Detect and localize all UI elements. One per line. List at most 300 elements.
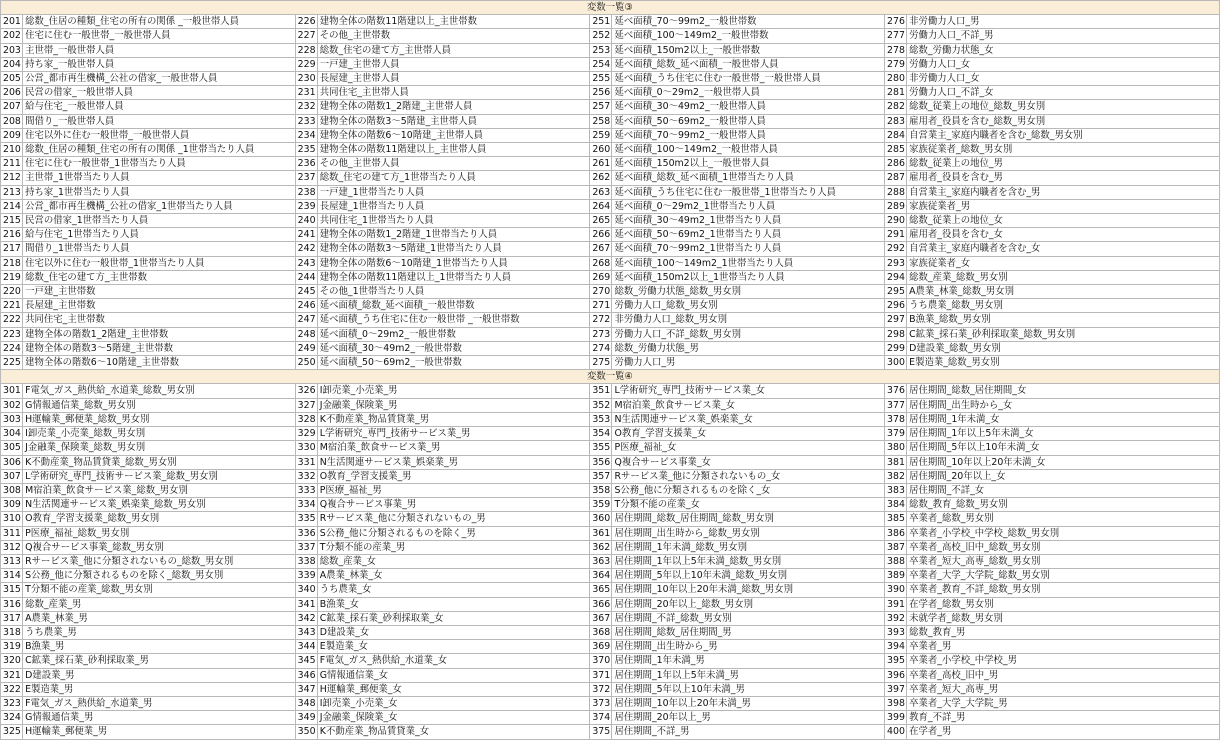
variable-name-cell[interactable]: E製造業_総数_男女別 (907, 356, 1220, 370)
variable-number-cell[interactable]: 314 (1, 569, 23, 583)
variable-number-cell[interactable]: 296 (885, 299, 907, 313)
variable-number-cell[interactable]: 352 (590, 398, 612, 412)
variable-number-cell[interactable]: 333 (295, 483, 317, 497)
variable-name-cell[interactable]: 一戸建_主世帯人員 (317, 57, 590, 71)
variable-name-cell[interactable]: 給与住宅_1世帯当たり人員 (23, 228, 296, 242)
variable-number-cell[interactable]: 308 (1, 483, 23, 497)
variable-number-cell[interactable]: 217 (1, 242, 23, 256)
variable-number-cell[interactable]: 392 (885, 611, 907, 625)
variable-name-cell[interactable]: 持ち家_一般世帯人員 (23, 57, 296, 71)
variable-name-cell[interactable]: O教育_学習支援業_女 (612, 427, 885, 441)
variable-number-cell[interactable]: 307 (1, 469, 23, 483)
variable-number-cell[interactable]: 390 (885, 583, 907, 597)
variable-name-cell[interactable]: 建物全体の階数1_2階建_主世帯数 (23, 327, 296, 341)
variable-number-cell[interactable]: 299 (885, 341, 907, 355)
variable-name-cell[interactable]: 総数_産業_男 (23, 597, 296, 611)
variable-number-cell[interactable]: 398 (885, 696, 907, 710)
variable-name-cell[interactable]: 公営_都市再生機構_公社の借家_1世帯当たり人員 (23, 199, 296, 213)
variable-number-cell[interactable]: 367 (590, 611, 612, 625)
variable-name-cell[interactable]: 非労働力人口_女 (907, 72, 1220, 86)
variable-name-cell[interactable]: 雇用者_役員を含む_女 (907, 228, 1220, 242)
variable-name-cell[interactable]: 建物全体の階数1_2階建_1世帯当たり人員 (317, 228, 590, 242)
variable-number-cell[interactable]: 209 (1, 128, 23, 142)
variable-name-cell[interactable]: J金融業_保険業_女 (317, 711, 590, 725)
variable-number-cell[interactable]: 321 (1, 668, 23, 682)
variable-number-cell[interactable]: 358 (590, 483, 612, 497)
variable-name-cell[interactable]: Q複合サービス事業_総数_男女別 (23, 540, 296, 554)
variable-name-cell[interactable]: 自営業主_家庭内職者を含む_男 (907, 185, 1220, 199)
variable-name-cell[interactable]: 卒業者_小学校_中学校_総数_男女別 (907, 526, 1220, 540)
variable-number-cell[interactable]: 340 (295, 583, 317, 597)
variable-number-cell[interactable]: 305 (1, 441, 23, 455)
variable-number-cell[interactable]: 383 (885, 483, 907, 497)
variable-name-cell[interactable]: 間借り_一般世帯人員 (23, 114, 296, 128)
variable-name-cell[interactable]: 卒業者_大学_大学院_総数_男女別 (907, 569, 1220, 583)
variable-number-cell[interactable]: 291 (885, 228, 907, 242)
variable-number-cell[interactable]: 347 (295, 682, 317, 696)
variable-number-cell[interactable]: 259 (590, 128, 612, 142)
variable-name-cell[interactable]: I卸売業_小売業_総数_男女別 (23, 427, 296, 441)
variable-number-cell[interactable]: 236 (295, 157, 317, 171)
variable-number-cell[interactable]: 258 (590, 114, 612, 128)
variable-name-cell[interactable]: 延べ面積_150m2以上_1世帯当たり人員 (612, 270, 885, 284)
variable-number-cell[interactable]: 267 (590, 242, 612, 256)
variable-number-cell[interactable]: 329 (295, 427, 317, 441)
variable-name-cell[interactable]: その他_主世帯数 (317, 29, 590, 43)
variable-number-cell[interactable]: 271 (590, 299, 612, 313)
variable-number-cell[interactable]: 331 (295, 455, 317, 469)
variable-name-cell[interactable]: N生活関連サービス業_娯楽業_男 (317, 455, 590, 469)
variable-name-cell[interactable]: P医療_福祉_男 (317, 483, 590, 497)
variable-name-cell[interactable]: 卒業者_高校_旧中_総数_男女別 (907, 540, 1220, 554)
variable-number-cell[interactable]: 221 (1, 299, 23, 313)
variable-number-cell[interactable]: 238 (295, 185, 317, 199)
variable-name-cell[interactable]: A農業_林業_総数_男女別 (907, 285, 1220, 299)
variable-name-cell[interactable]: 居住期間_1年以上5年未満_総数_男女別 (612, 554, 885, 568)
variable-name-cell[interactable]: 居住期間_10年以上20年未満_女 (907, 455, 1220, 469)
variable-name-cell[interactable]: 居住期間_20年以上_女 (907, 469, 1220, 483)
variable-name-cell[interactable]: L学術研究_専門_技術サービス業_総数_男女別 (23, 469, 296, 483)
variable-number-cell[interactable]: 312 (1, 540, 23, 554)
variable-number-cell[interactable]: 218 (1, 256, 23, 270)
variable-name-cell[interactable]: 持ち家_1世帯当たり人員 (23, 185, 296, 199)
variable-name-cell[interactable]: 総数_教育_男 (907, 625, 1220, 639)
variable-number-cell[interactable]: 219 (1, 270, 23, 284)
variable-name-cell[interactable]: 延べ面積_うち住宅に住む一般世帯 _一般世帯数 (317, 313, 590, 327)
variable-name-cell[interactable]: Rサービス業_他に分類されないもの_総数_男女別 (23, 554, 296, 568)
variable-number-cell[interactable]: 216 (1, 228, 23, 242)
variable-name-cell[interactable]: 自営業主_家庭内職者を含む_総数_男女別 (907, 128, 1220, 142)
variable-name-cell[interactable]: Rサービス業_他に分類されないもの_女 (612, 469, 885, 483)
variable-number-cell[interactable]: 229 (295, 57, 317, 71)
variable-name-cell[interactable]: I卸売業_小売業_男 (317, 384, 590, 398)
variable-number-cell[interactable]: 264 (590, 199, 612, 213)
variable-name-cell[interactable]: 長屋建_1世帯当たり人員 (317, 199, 590, 213)
variable-name-cell[interactable]: 総数_教育_総数_男女別 (907, 498, 1220, 512)
variable-number-cell[interactable]: 301 (1, 384, 23, 398)
variable-number-cell[interactable]: 261 (590, 157, 612, 171)
variable-name-cell[interactable]: Q複合サービス事業_男 (317, 498, 590, 512)
variable-number-cell[interactable]: 231 (295, 86, 317, 100)
variable-name-cell[interactable]: G情報通信業_男 (23, 711, 296, 725)
variable-name-cell[interactable]: 延べ面積_0～29m2_1世帯当たり人員 (612, 199, 885, 213)
variable-name-cell[interactable]: 建物全体の階数3～5階建_主世帯数 (23, 341, 296, 355)
variable-name-cell[interactable]: 居住期間_20年以上_男 (612, 711, 885, 725)
variable-number-cell[interactable]: 306 (1, 455, 23, 469)
variable-number-cell[interactable]: 279 (885, 57, 907, 71)
variable-number-cell[interactable]: 210 (1, 143, 23, 157)
variable-name-cell[interactable]: 長屋建_主世帯数 (23, 299, 296, 313)
variable-number-cell[interactable]: 325 (1, 725, 23, 739)
variable-name-cell[interactable]: T分類不能の産業_総数_男女別 (23, 583, 296, 597)
variable-name-cell[interactable]: 給与住宅_一般世帯人員 (23, 100, 296, 114)
variable-number-cell[interactable]: 382 (885, 469, 907, 483)
variable-name-cell[interactable]: 共同住宅_主世帯数 (23, 313, 296, 327)
variable-number-cell[interactable]: 220 (1, 285, 23, 299)
variable-number-cell[interactable]: 388 (885, 554, 907, 568)
variable-name-cell[interactable]: 総数_従業上の地位_男 (907, 157, 1220, 171)
variable-name-cell[interactable]: 延べ面積_50～69m2_一般世帯数 (317, 356, 590, 370)
variable-number-cell[interactable]: 245 (295, 285, 317, 299)
variable-name-cell[interactable]: うち農業_女 (317, 583, 590, 597)
variable-name-cell[interactable]: O教育_学習支援業_総数_男女別 (23, 512, 296, 526)
variable-number-cell[interactable]: 274 (590, 341, 612, 355)
variable-name-cell[interactable]: 非労働力人口_総数_男女別 (612, 313, 885, 327)
variable-name-cell[interactable]: D建設業_女 (317, 625, 590, 639)
variable-number-cell[interactable]: 366 (590, 597, 612, 611)
variable-name-cell[interactable]: B漁業_女 (317, 597, 590, 611)
variable-name-cell[interactable]: 総数_従業上の地位_女 (907, 214, 1220, 228)
variable-number-cell[interactable]: 292 (885, 242, 907, 256)
variable-number-cell[interactable]: 320 (1, 654, 23, 668)
variable-number-cell[interactable]: 257 (590, 100, 612, 114)
variable-name-cell[interactable]: 延べ面積_うち住宅に住む一般世帯_一般世帯人員 (612, 72, 885, 86)
variable-name-cell[interactable]: 家族従業者_総数_男女別 (907, 143, 1220, 157)
variable-number-cell[interactable]: 253 (590, 43, 612, 57)
variable-number-cell[interactable]: 332 (295, 469, 317, 483)
variable-number-cell[interactable]: 372 (590, 682, 612, 696)
variable-name-cell[interactable]: H運輸業_郵便業_総数_男女別 (23, 412, 296, 426)
variable-number-cell[interactable]: 234 (295, 128, 317, 142)
variable-name-cell[interactable]: K不動産業_物品賃貸業_女 (317, 725, 590, 739)
variable-name-cell[interactable]: 自営業主_家庭内職者を含む_女 (907, 242, 1220, 256)
variable-number-cell[interactable]: 248 (295, 327, 317, 341)
variable-number-cell[interactable]: 310 (1, 512, 23, 526)
variable-name-cell[interactable]: A農業_林業_男 (23, 611, 296, 625)
variable-name-cell[interactable]: 労働力人口_女 (907, 57, 1220, 71)
variable-name-cell[interactable]: P医療_福祉_女 (612, 441, 885, 455)
variable-number-cell[interactable]: 365 (590, 583, 612, 597)
variable-name-cell[interactable]: 卒業者_大学_大学院_男 (907, 696, 1220, 710)
variable-number-cell[interactable]: 387 (885, 540, 907, 554)
variable-name-cell[interactable]: 居住期間_総数_居住期間_男 (612, 625, 885, 639)
variable-name-cell[interactable]: 総数_住宅の建て方_1世帯当たり人員 (317, 171, 590, 185)
variable-name-cell[interactable]: 延べ面積_50～69m2_1世帯当たり人員 (612, 228, 885, 242)
variable-name-cell[interactable]: 共同住宅_1世帯当たり人員 (317, 214, 590, 228)
variable-number-cell[interactable]: 335 (295, 512, 317, 526)
variable-number-cell[interactable]: 287 (885, 171, 907, 185)
variable-number-cell[interactable]: 395 (885, 654, 907, 668)
variable-name-cell[interactable]: 在学者_男 (907, 725, 1220, 739)
variable-number-cell[interactable]: 225 (1, 356, 23, 370)
variable-number-cell[interactable]: 265 (590, 214, 612, 228)
variable-name-cell[interactable]: 居住期間_1年未満_総数_男女別 (612, 540, 885, 554)
variable-name-cell[interactable]: 居住期間_1年未満_女 (907, 412, 1220, 426)
variable-name-cell[interactable]: 延べ面積_100～149m2_1世帯当たり人員 (612, 256, 885, 270)
variable-name-cell[interactable]: 総数_従業上の地位_総数_男女別 (907, 100, 1220, 114)
variable-name-cell[interactable]: 居住期間_不詳_総数_男女別 (612, 611, 885, 625)
variable-number-cell[interactable]: 393 (885, 625, 907, 639)
variable-number-cell[interactable]: 252 (590, 29, 612, 43)
variable-name-cell[interactable]: K不動産業_物品賃貸業_男 (317, 412, 590, 426)
variable-name-cell[interactable]: 居住期間_20年以上_総数_男女別 (612, 597, 885, 611)
variable-number-cell[interactable]: 202 (1, 29, 23, 43)
variable-name-cell[interactable]: L学術研究_専門_技術サービス業_女 (612, 384, 885, 398)
variable-name-cell[interactable]: 延べ面積_150m2以上_一般世帯人員 (612, 157, 885, 171)
variable-number-cell[interactable]: 336 (295, 526, 317, 540)
variable-number-cell[interactable]: 262 (590, 171, 612, 185)
variable-name-cell[interactable]: 労働力人口_総数_男女別 (612, 299, 885, 313)
variable-name-cell[interactable]: E製造業_男 (23, 682, 296, 696)
variable-number-cell[interactable]: 385 (885, 512, 907, 526)
variable-number-cell[interactable]: 334 (295, 498, 317, 512)
variable-number-cell[interactable]: 369 (590, 640, 612, 654)
variable-number-cell[interactable]: 309 (1, 498, 23, 512)
variable-number-cell[interactable]: 351 (590, 384, 612, 398)
variable-number-cell[interactable]: 277 (885, 29, 907, 43)
variable-name-cell[interactable]: H運輸業_郵便業_女 (317, 682, 590, 696)
variable-number-cell[interactable]: 266 (590, 228, 612, 242)
variable-number-cell[interactable]: 364 (590, 569, 612, 583)
variable-number-cell[interactable]: 376 (885, 384, 907, 398)
variable-number-cell[interactable]: 319 (1, 640, 23, 654)
variable-number-cell[interactable]: 349 (295, 711, 317, 725)
variable-name-cell[interactable]: その他_主世帯人員 (317, 157, 590, 171)
variable-name-cell[interactable]: 住宅に住む一般世帯_1世帯当たり人員 (23, 157, 296, 171)
variable-name-cell[interactable]: 建物全体の階数6～10階建_1世帯当たり人員 (317, 256, 590, 270)
variable-name-cell[interactable]: 雇用者_役員を含む_男 (907, 171, 1220, 185)
variable-name-cell[interactable]: 住宅以外に住む一般世帯_1世帯当たり人員 (23, 256, 296, 270)
variable-number-cell[interactable]: 338 (295, 554, 317, 568)
variable-number-cell[interactable]: 346 (295, 668, 317, 682)
variable-name-cell[interactable]: 居住期間_1年以上5年未満_男 (612, 668, 885, 682)
variable-number-cell[interactable]: 242 (295, 242, 317, 256)
variable-name-cell[interactable]: 卒業者_高校_旧中_男 (907, 668, 1220, 682)
variable-name-cell[interactable]: 労働力人口_不詳_男 (907, 29, 1220, 43)
variable-number-cell[interactable]: 368 (590, 625, 612, 639)
variable-number-cell[interactable]: 374 (590, 711, 612, 725)
variable-name-cell[interactable]: 住宅以外に住む一般世帯_一般世帯人員 (23, 128, 296, 142)
variable-name-cell[interactable]: 労働力人口_不詳_女 (907, 86, 1220, 100)
variable-number-cell[interactable]: 247 (295, 313, 317, 327)
variable-number-cell[interactable]: 322 (1, 682, 23, 696)
variable-number-cell[interactable]: 339 (295, 569, 317, 583)
variable-number-cell[interactable]: 386 (885, 526, 907, 540)
variable-number-cell[interactable]: 227 (295, 29, 317, 43)
variable-number-cell[interactable]: 354 (590, 427, 612, 441)
variable-number-cell[interactable]: 286 (885, 157, 907, 171)
variable-name-cell[interactable]: 建物全体の階数11階建以上_主世帯人員 (317, 143, 590, 157)
variable-name-cell[interactable]: 総数_産業_総数_男女別 (907, 270, 1220, 284)
variable-name-cell[interactable]: 雇用者_役員を含む_総数_男女別 (907, 114, 1220, 128)
variable-name-cell[interactable]: N生活関連サービス業_娯楽業_女 (612, 412, 885, 426)
variable-name-cell[interactable]: 建物全体の階数1_2階建_主世帯人員 (317, 100, 590, 114)
variable-number-cell[interactable]: 241 (295, 228, 317, 242)
variable-name-cell[interactable]: D建設業_総数_男女別 (907, 341, 1220, 355)
variable-name-cell[interactable]: 居住期間_10年以上20年未満_総数_男女別 (612, 583, 885, 597)
variable-number-cell[interactable]: 283 (885, 114, 907, 128)
variable-name-cell[interactable]: 卒業者_教育_不詳_総数_男女別 (907, 583, 1220, 597)
variable-name-cell[interactable]: M宿泊業_飲食サービス業_男 (317, 441, 590, 455)
variable-number-cell[interactable]: 377 (885, 398, 907, 412)
variable-number-cell[interactable]: 263 (590, 185, 612, 199)
variable-name-cell[interactable]: 教育_不詳_男 (907, 711, 1220, 725)
variable-name-cell[interactable]: 卒業者_男 (907, 640, 1220, 654)
variable-name-cell[interactable]: 建物全体の階数6～10階建_主世帯人員 (317, 128, 590, 142)
variable-name-cell[interactable]: 総数_住居の種類_住宅の所有の関係 _1世帯当たり人員 (23, 143, 296, 157)
variable-name-cell[interactable]: F電気_ガス_熱供給_水道業_総数_男女別 (23, 384, 296, 398)
variable-name-cell[interactable]: 民営の借家_1世帯当たり人員 (23, 214, 296, 228)
variable-number-cell[interactable]: 381 (885, 455, 907, 469)
variable-name-cell[interactable]: 延べ面積_100～149m2_一般世帯人員 (612, 143, 885, 157)
variable-number-cell[interactable]: 208 (1, 114, 23, 128)
variable-name-cell[interactable]: 卒業者_総数_男女別 (907, 512, 1220, 526)
variable-number-cell[interactable]: 337 (295, 540, 317, 554)
variable-name-cell[interactable]: D建設業_男 (23, 668, 296, 682)
variable-number-cell[interactable]: 324 (1, 711, 23, 725)
variable-name-cell[interactable]: 建物全体の階数11階建以上_1世帯当たり人員 (317, 270, 590, 284)
variable-number-cell[interactable]: 260 (590, 143, 612, 157)
variable-number-cell[interactable]: 288 (885, 185, 907, 199)
variable-number-cell[interactable]: 345 (295, 654, 317, 668)
variable-number-cell[interactable]: 272 (590, 313, 612, 327)
variable-name-cell[interactable]: Rサービス業_他に分類されないもの_男 (317, 512, 590, 526)
variable-number-cell[interactable]: 246 (295, 299, 317, 313)
variable-name-cell[interactable]: 公営_都市再生機構_公社の借家_一般世帯人員 (23, 72, 296, 86)
variable-name-cell[interactable]: 総数_住宅の建て方_主世帯数 (23, 270, 296, 284)
variable-name-cell[interactable]: 一戸建_主世帯数 (23, 285, 296, 299)
variable-name-cell[interactable]: 居住期間_不詳_男 (612, 725, 885, 739)
variable-number-cell[interactable]: 360 (590, 512, 612, 526)
variable-name-cell[interactable]: 家族従業者_女 (907, 256, 1220, 270)
section-title[interactable]: 変数一覧③ (1, 1, 1220, 15)
variable-name-cell[interactable]: 居住期間_総数_居住期間_女 (907, 384, 1220, 398)
variable-name-cell[interactable]: L学術研究_専門_技術サービス業_男 (317, 427, 590, 441)
variable-name-cell[interactable]: 総数_住居の種類_住宅の所有の関係 _一般世帯人員 (23, 15, 296, 29)
variable-name-cell[interactable]: 延べ面積_100～149m2_一般世帯数 (612, 29, 885, 43)
variable-number-cell[interactable]: 348 (295, 696, 317, 710)
variable-name-cell[interactable]: 居住期間_1年以上5年未満_女 (907, 427, 1220, 441)
variable-number-cell[interactable]: 399 (885, 711, 907, 725)
variable-name-cell[interactable]: 住宅に住む一般世帯_一般世帯人員 (23, 29, 296, 43)
variable-number-cell[interactable]: 304 (1, 427, 23, 441)
variable-name-cell[interactable]: 総数_住宅の建て方_主世帯人員 (317, 43, 590, 57)
variable-name-cell[interactable]: 居住期間_5年以上10年未満_女 (907, 441, 1220, 455)
variable-name-cell[interactable]: G情報通信業_総数_男女別 (23, 398, 296, 412)
variable-name-cell[interactable]: F電気_ガス_熱供給_水道業_女 (317, 654, 590, 668)
variable-number-cell[interactable]: 316 (1, 597, 23, 611)
variable-number-cell[interactable]: 330 (295, 441, 317, 455)
variable-name-cell[interactable]: C鉱業_採石業_砂利採取業_総数_男女別 (907, 327, 1220, 341)
variable-number-cell[interactable]: 213 (1, 185, 23, 199)
variable-number-cell[interactable]: 397 (885, 682, 907, 696)
variable-number-cell[interactable]: 284 (885, 128, 907, 142)
variable-number-cell[interactable]: 250 (295, 356, 317, 370)
variable-number-cell[interactable]: 212 (1, 171, 23, 185)
variable-name-cell[interactable]: 延べ面積_70～99m2_1世帯当たり人員 (612, 242, 885, 256)
variable-name-cell[interactable]: 延べ面積_150m2以上_一般世帯数 (612, 43, 885, 57)
variable-number-cell[interactable]: 206 (1, 86, 23, 100)
variable-name-cell[interactable]: 非労働力人口_男 (907, 15, 1220, 29)
variable-name-cell[interactable]: M宿泊業_飲食サービス業_女 (612, 398, 885, 412)
variable-number-cell[interactable]: 285 (885, 143, 907, 157)
variable-name-cell[interactable]: Q複合サービス事業_女 (612, 455, 885, 469)
variable-number-cell[interactable]: 256 (590, 86, 612, 100)
variable-name-cell[interactable]: 総数_労働力状態_総数_男女別 (612, 285, 885, 299)
variable-number-cell[interactable]: 344 (295, 640, 317, 654)
variable-name-cell[interactable]: 居住期間_出生時から_女 (907, 398, 1220, 412)
variable-name-cell[interactable]: 間借り_1世帯当たり人員 (23, 242, 296, 256)
variable-name-cell[interactable]: 延べ面積_70～99m2_一般世帯人員 (612, 128, 885, 142)
variable-name-cell[interactable]: 延べ面積_50～69m2_一般世帯人員 (612, 114, 885, 128)
variable-number-cell[interactable]: 293 (885, 256, 907, 270)
variable-number-cell[interactable]: 230 (295, 72, 317, 86)
variable-number-cell[interactable]: 290 (885, 214, 907, 228)
variable-number-cell[interactable]: 357 (590, 469, 612, 483)
variable-number-cell[interactable]: 278 (885, 43, 907, 57)
variable-number-cell[interactable]: 237 (295, 171, 317, 185)
variable-number-cell[interactable]: 295 (885, 285, 907, 299)
variable-name-cell[interactable]: 居住期間_不詳_女 (907, 483, 1220, 497)
variable-name-cell[interactable]: T分類不能の産業_女 (612, 498, 885, 512)
variable-name-cell[interactable]: 一戸建_1世帯当たり人員 (317, 185, 590, 199)
variable-name-cell[interactable]: うち農業_総数_男女別 (907, 299, 1220, 313)
variable-name-cell[interactable]: 延べ面積_0～29m2_一般世帯数 (317, 327, 590, 341)
variable-name-cell[interactable]: 延べ面積_総数_延べ面積_1世帯当たり人員 (612, 171, 885, 185)
variable-number-cell[interactable]: 235 (295, 143, 317, 157)
variable-number-cell[interactable]: 275 (590, 356, 612, 370)
variable-name-cell[interactable]: 居住期間_5年以上10年未満_総数_男女別 (612, 569, 885, 583)
variable-name-cell[interactable]: 建物全体の階数3～5階建_1世帯当たり人員 (317, 242, 590, 256)
variable-number-cell[interactable]: 379 (885, 427, 907, 441)
variable-number-cell[interactable]: 281 (885, 86, 907, 100)
variable-number-cell[interactable]: 298 (885, 327, 907, 341)
variable-name-cell[interactable]: 延べ面積_0～29m2_一般世帯人員 (612, 86, 885, 100)
variable-number-cell[interactable]: 270 (590, 285, 612, 299)
variable-number-cell[interactable]: 318 (1, 625, 23, 639)
variable-name-cell[interactable]: S公務_他に分類されるものを除く_女 (612, 483, 885, 497)
variable-name-cell[interactable]: B漁業_男 (23, 640, 296, 654)
variable-name-cell[interactable]: N生活関連サービス業_娯楽業_総数_男女別 (23, 498, 296, 512)
variable-number-cell[interactable]: 389 (885, 569, 907, 583)
variable-number-cell[interactable]: 205 (1, 72, 23, 86)
variable-number-cell[interactable]: 215 (1, 214, 23, 228)
variable-number-cell[interactable]: 313 (1, 554, 23, 568)
variable-name-cell[interactable]: 在学者_総数_男女別 (907, 597, 1220, 611)
variable-number-cell[interactable]: 361 (590, 526, 612, 540)
variable-name-cell[interactable]: O教育_学習支援業_男 (317, 469, 590, 483)
variable-number-cell[interactable]: 214 (1, 199, 23, 213)
variable-name-cell[interactable]: 卒業者_短大_高専_総数_男女別 (907, 554, 1220, 568)
variable-number-cell[interactable]: 328 (295, 412, 317, 426)
variable-number-cell[interactable]: 294 (885, 270, 907, 284)
variable-number-cell[interactable]: 280 (885, 72, 907, 86)
variable-name-cell[interactable]: 居住期間_出生時から_総数_男女別 (612, 526, 885, 540)
variable-number-cell[interactable]: 380 (885, 441, 907, 455)
variable-number-cell[interactable]: 222 (1, 313, 23, 327)
variable-number-cell[interactable]: 391 (885, 597, 907, 611)
variable-name-cell[interactable]: S公務_他に分類されるものを除く_男 (317, 526, 590, 540)
